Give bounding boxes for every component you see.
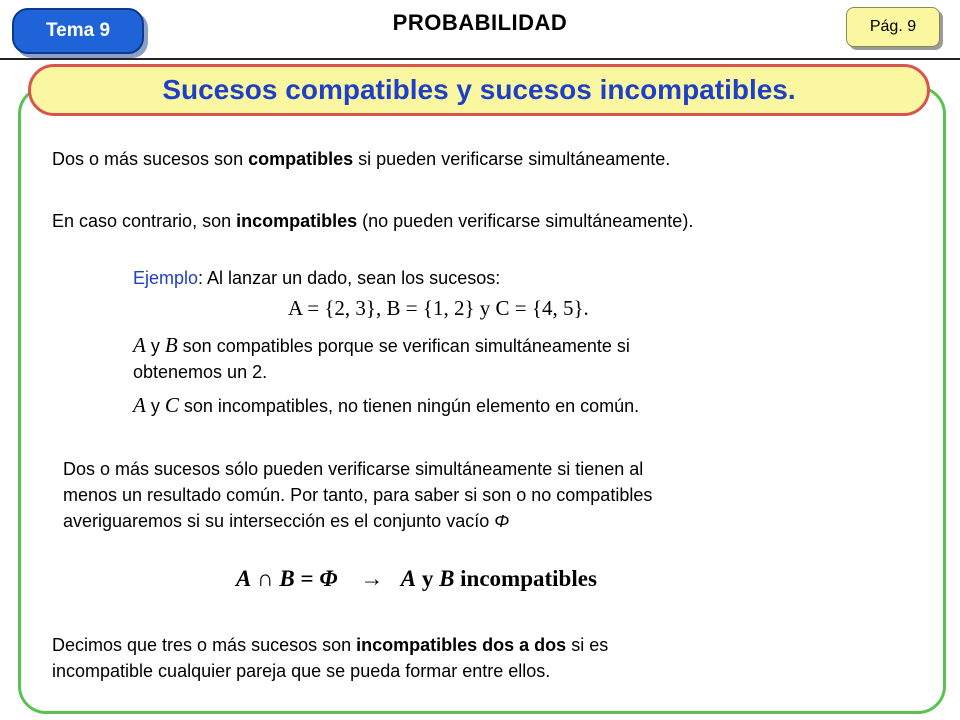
paragraph-incompatible xyxy=(52,208,693,234)
text: Dos o más sucesos sólo pueden verificarse simultáneamente si tienen al xyxy=(63,459,644,479)
text: (no pueden verificarse simultáneamente). xyxy=(357,211,694,231)
topic-label: Tema 9 xyxy=(45,20,111,41)
text: si pueden verificarse simultáneamente. xyxy=(353,149,671,169)
var-b: B xyxy=(439,566,455,591)
paragraph-pairwise xyxy=(52,632,892,684)
page-badge xyxy=(846,7,940,47)
section-banner xyxy=(28,64,930,116)
term-incompatibles: incompatibles xyxy=(236,211,358,231)
equals-symbol: = xyxy=(294,566,320,591)
var-b: B xyxy=(279,566,295,591)
text: obtenemos un 2. xyxy=(133,362,268,382)
example-intro xyxy=(133,265,500,291)
text: y xyxy=(416,566,440,591)
top-bar xyxy=(0,0,960,60)
text: menos un resultado común. Por tanto, para saber si son o no compatibles xyxy=(63,485,653,505)
header-title: PROBABILIDAD xyxy=(392,10,568,35)
text: y xyxy=(145,396,165,416)
example-line-1 xyxy=(133,332,833,385)
var-a: A xyxy=(400,566,417,591)
text: y xyxy=(145,336,165,356)
paragraph-intersection xyxy=(63,456,883,534)
term-compatibles: compatibles xyxy=(248,149,354,169)
text: Dos o más sucesos son xyxy=(52,149,249,169)
var-b: B xyxy=(164,333,178,357)
example-sets: A = {2, 3}, B = {1, 2} y C = {4, 5}. xyxy=(288,296,589,320)
text: incompatibles xyxy=(454,566,597,591)
text: En caso contrario, son xyxy=(52,211,237,231)
text: si es xyxy=(566,635,609,655)
text: : Al lanzar un dado, sean los sucesos: xyxy=(198,268,501,288)
var-a: A xyxy=(133,333,146,357)
page-label: Pág. 9 xyxy=(869,18,917,35)
section-title: Sucesos compatibles y sucesos incompatibles. xyxy=(162,74,796,105)
text: averiguaremos si su intersección es el conjunto vacío xyxy=(63,511,495,531)
var-a: A xyxy=(133,393,146,417)
example-label: Ejemplo xyxy=(133,268,199,288)
text: son incompatibles, no tienen ningún elemento en común. xyxy=(178,396,640,416)
paragraph-compatible xyxy=(52,146,670,172)
example-line-2 xyxy=(133,392,639,419)
text: Decimos que tres o más sucesos son xyxy=(52,635,357,655)
phi-symbol: Φ xyxy=(494,511,510,531)
var-c: C xyxy=(164,393,179,417)
term-pairwise: incompatibles dos a dos xyxy=(356,635,567,655)
phi-symbol: Φ xyxy=(319,566,338,591)
arrow-icon: → xyxy=(360,566,384,591)
incompatibility-rule xyxy=(236,566,597,592)
intersection-symbol: ∩ xyxy=(251,566,280,591)
text: incompatible cualquier pareja que se pueda formar entre ellos. xyxy=(52,661,551,681)
text: son compatibles porque se verifican simultáneamente si xyxy=(177,336,630,356)
var-a: A xyxy=(236,566,252,591)
